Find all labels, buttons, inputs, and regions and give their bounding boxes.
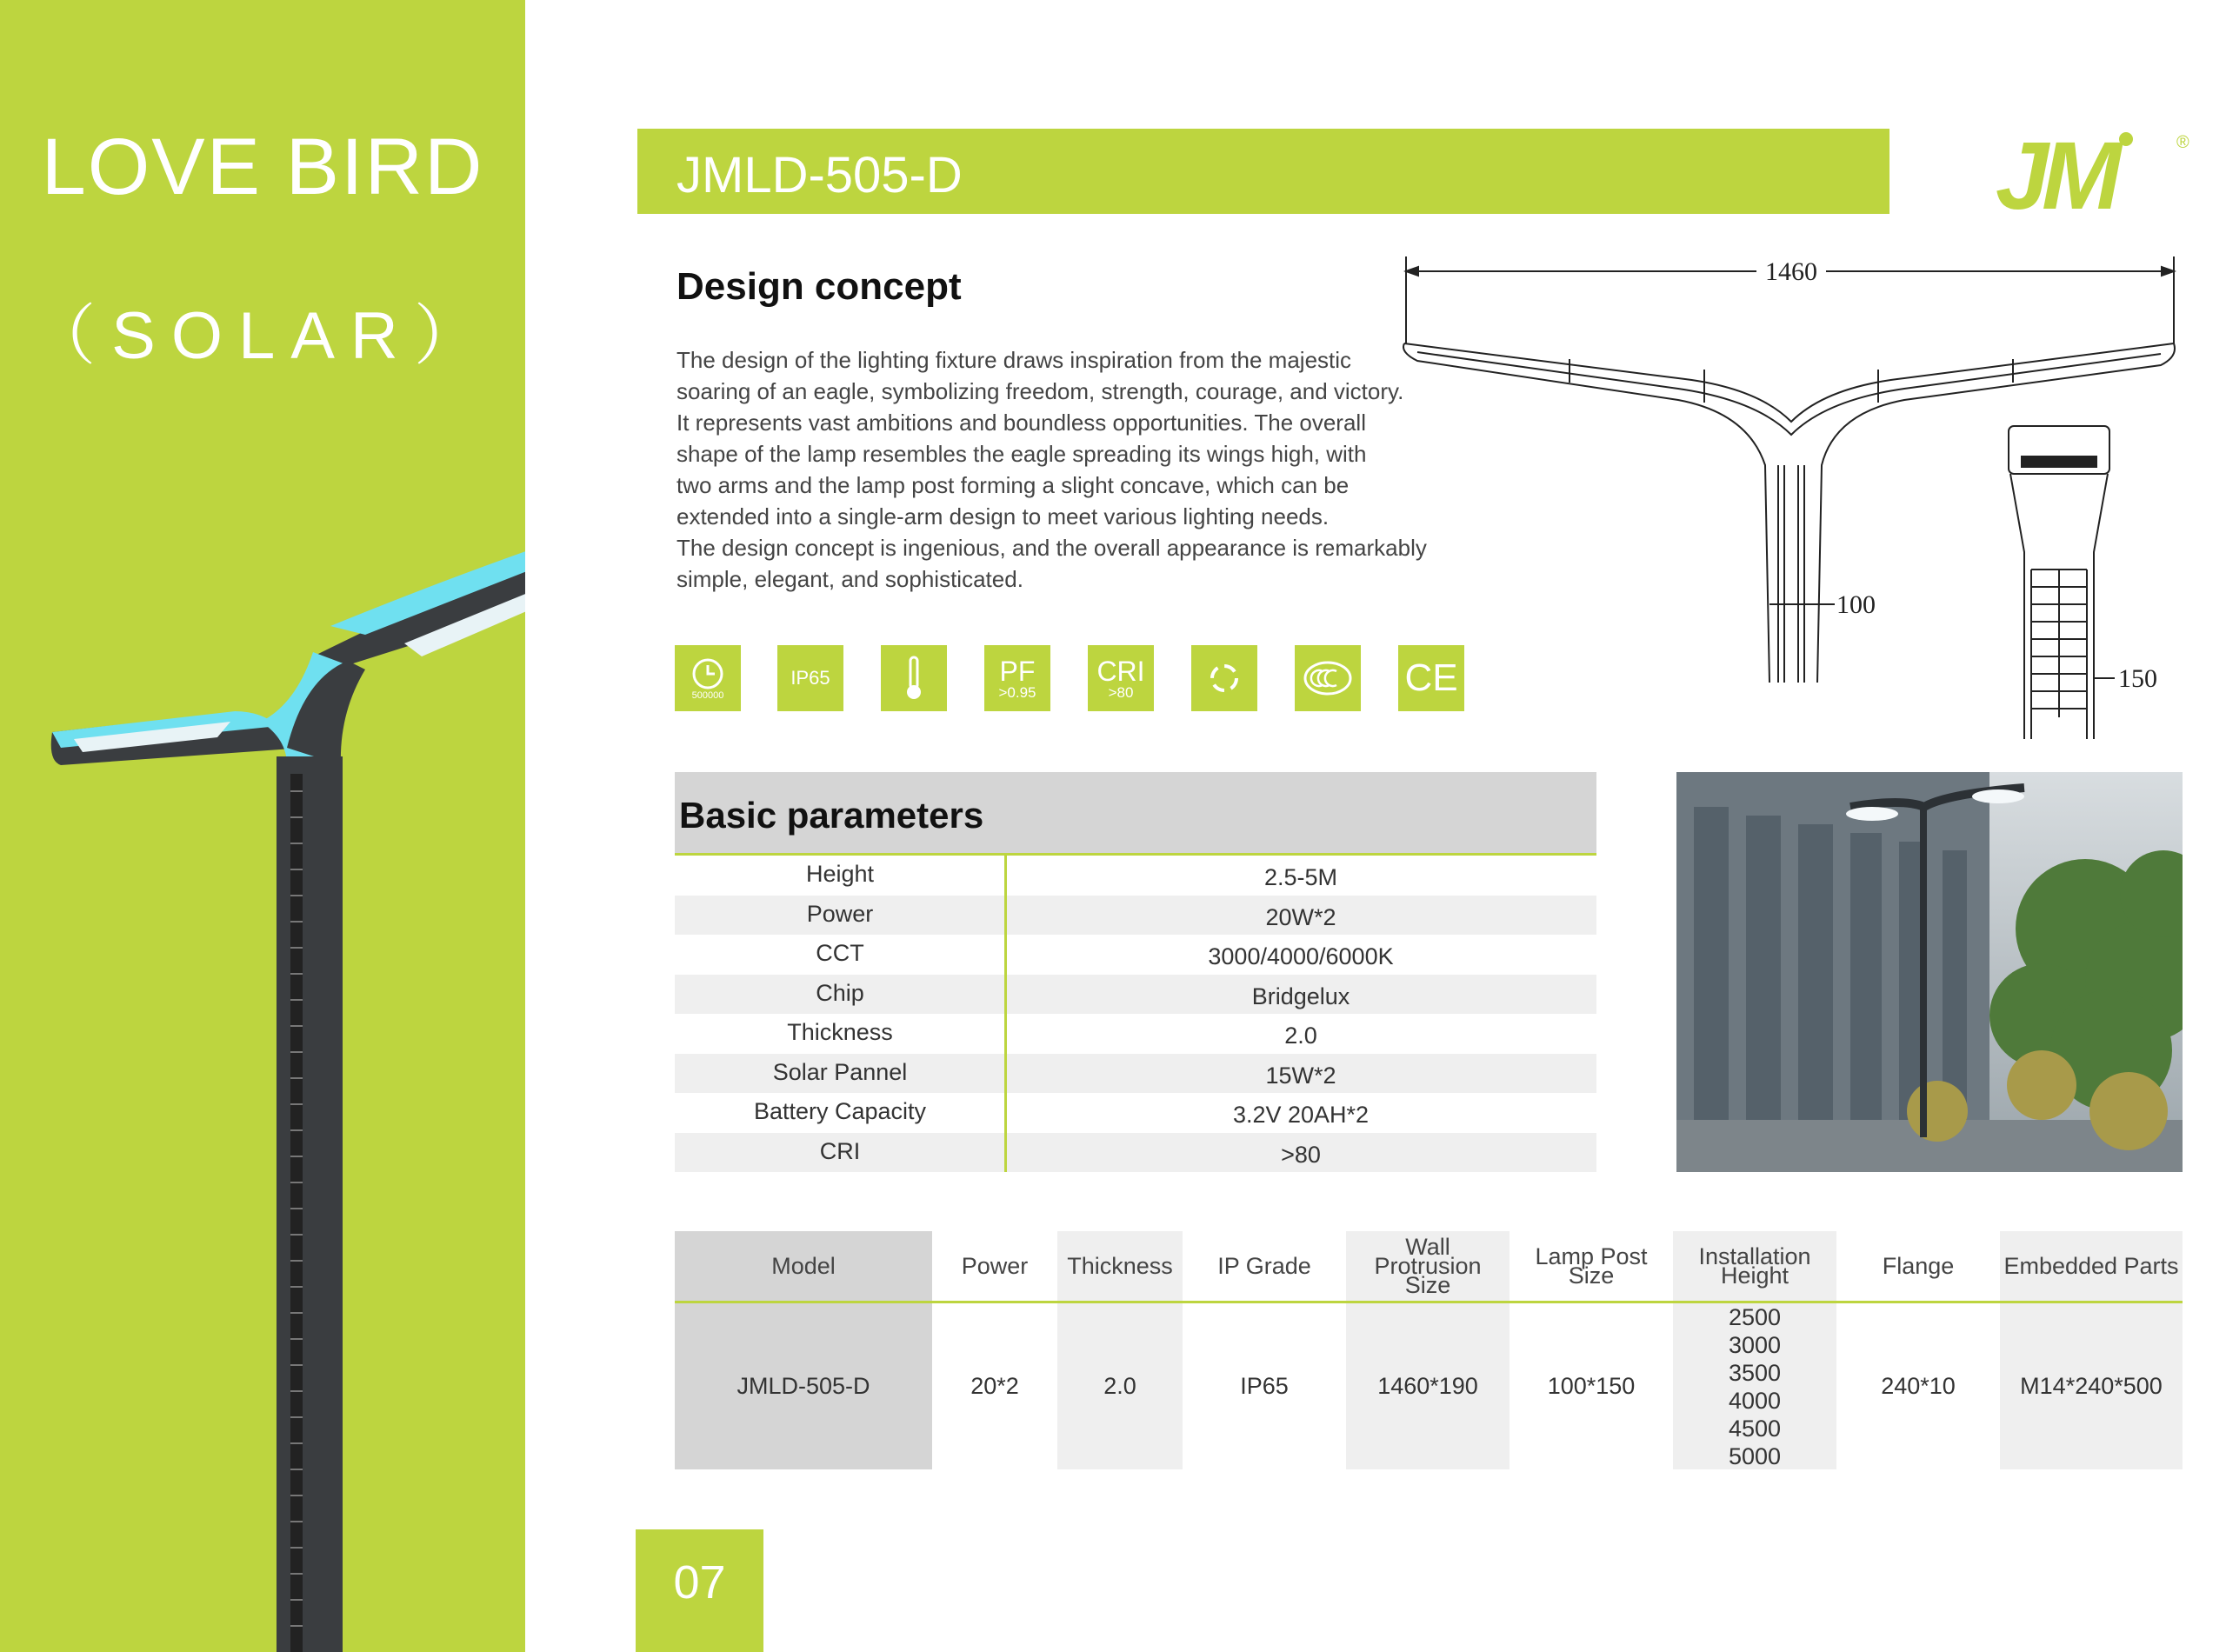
list-item: 4000: [1728, 1387, 1782, 1414]
spec-value: 2.0: [1103, 1373, 1136, 1399]
ip65-label: IP65: [790, 667, 830, 689]
product-title: LOVE BIRD: [41, 123, 484, 211]
param-value: 2.5-5M: [1263, 864, 1338, 890]
table-row: [675, 935, 1596, 975]
cri-label: CRI: [1096, 655, 1145, 687]
table-row: [675, 1014, 1596, 1054]
spec-value: M14*240*500: [2020, 1373, 2163, 1399]
table-row: [675, 896, 1596, 936]
param-key: CCT: [816, 940, 864, 966]
design-concept-text: [676, 344, 1476, 595]
page-number-box: [636, 1529, 763, 1652]
basic-parameters-heading: Basic parameters: [679, 795, 984, 836]
list-item: 2500: [1728, 1303, 1782, 1330]
table-row: [675, 975, 1596, 1015]
cri-value: >80: [1108, 683, 1134, 701]
spec-column-power: [932, 1231, 1057, 1469]
table-row: [675, 1133, 1596, 1173]
table-divider: [1004, 856, 1007, 1172]
spec-column-wall-protrusion: [1346, 1231, 1510, 1469]
spec-header: Model: [771, 1253, 836, 1279]
page-number: 07: [673, 1556, 726, 1609]
pf-icon: [984, 645, 1050, 711]
design-concept-line: soaring of an eagle, symbolizing freedom, strength, courage, and victory.: [676, 378, 1404, 404]
spec-value: 1460*190: [1377, 1373, 1478, 1399]
clock-icon: [675, 645, 741, 711]
param-value: 2.0: [1284, 1023, 1317, 1049]
spec-header: Wall Protrusion Size: [1374, 1234, 1482, 1298]
lamp-render-illustration: [0, 504, 525, 1652]
param-key: Battery Capacity: [753, 1098, 927, 1124]
spec-header: Flange: [1882, 1253, 1955, 1279]
ccc-icon: [1295, 645, 1361, 711]
cri-icon: [1088, 645, 1154, 711]
param-key: Solar Pannel: [772, 1058, 908, 1085]
table-row: [675, 856, 1596, 896]
installation-photo: [1676, 772, 2183, 1172]
spec-column-thickness: [1057, 1231, 1183, 1469]
design-concept-line: The design of the lighting fixture draws inspiration from the majestic: [676, 347, 1352, 373]
pf-label: PF: [999, 655, 1036, 687]
spec-header: Installation Height: [1698, 1243, 1811, 1289]
param-value: 15W*2: [1265, 1062, 1336, 1089]
spec-value: JMLD-505-D: [736, 1373, 870, 1399]
param-key: CRI: [819, 1137, 861, 1164]
spec-value: 20*2: [970, 1373, 1019, 1399]
lifetime-hours: 500000: [691, 689, 724, 701]
table-row: [675, 1054, 1596, 1094]
spec-value: 240*10: [1881, 1373, 1956, 1399]
basic-parameters-header: [675, 772, 1596, 856]
spec-header: Embedded Parts: [2003, 1253, 2179, 1279]
list-item: 3500: [1728, 1359, 1782, 1386]
technical-drawing: [1383, 248, 2200, 752]
table-row: [675, 1093, 1596, 1133]
spec-column-installation-height: [1673, 1231, 1836, 1469]
spec-column-embedded-parts: [2000, 1231, 2183, 1469]
design-concept-line: The design concept is ingenious, and the overall appearance is remarkably: [676, 535, 1427, 561]
design-concept-heading: Design concept: [676, 265, 962, 308]
spec-header: Lamp Post Size: [1535, 1243, 1648, 1289]
spec-column-flange: [1836, 1231, 2000, 1469]
sidebar: [0, 0, 525, 1652]
spec-column-ip-grade: [1183, 1231, 1346, 1469]
basic-parameters-table: [675, 856, 1596, 1172]
logo-wordmark: JM: [1996, 129, 2115, 216]
product-subtitle: （SOLAR）: [30, 299, 496, 373]
dimension-post: 100: [1836, 590, 1876, 619]
list-item: 3000: [1728, 1331, 1782, 1358]
dimension-side: 150: [2118, 664, 2157, 693]
design-concept-line: It represents vast ambitions and boundless opportunities. The overall: [676, 410, 1366, 436]
model-header-label: JMLD-505-D: [676, 147, 963, 203]
param-key: Chip: [816, 979, 864, 1006]
logo-registered-mark: ®: [2176, 133, 2189, 152]
param-value: Bridgelux: [1251, 983, 1350, 1009]
list-item: 4500: [1728, 1415, 1782, 1442]
installation-height-list: [1729, 1303, 1781, 1470]
param-value: >80: [1281, 1141, 1321, 1168]
design-concept-line: simple, elegant, and sophisticated.: [676, 566, 1023, 592]
design-concept-line: extended into a single-arm design to meet various lighting needs.: [676, 503, 1330, 530]
spec-value: IP65: [1240, 1373, 1289, 1399]
param-value: 20W*2: [1265, 903, 1336, 930]
spec-header: Power: [961, 1253, 1029, 1279]
spec-column-lamp-post: [1510, 1231, 1673, 1469]
design-concept-line: two arms and the lamp post forming a slight concave, which can be: [676, 472, 1350, 498]
ip65-icon: [777, 645, 843, 711]
recycle-icon: [1191, 645, 1257, 711]
param-key: Thickness: [787, 1019, 893, 1045]
param-value: 3.2V 20AH*2: [1232, 1102, 1370, 1128]
specification-table: [675, 1231, 2183, 1469]
dimension-width: 1460: [1765, 257, 1817, 286]
spec-value: 100*150: [1547, 1373, 1636, 1399]
ce-label: CE: [1404, 656, 1458, 699]
param-value: 3000/4000/6000K: [1208, 943, 1394, 969]
param-key: Power: [806, 900, 874, 927]
thermometer-icon: [881, 645, 947, 711]
spec-header: IP Grade: [1217, 1253, 1311, 1279]
brand-logo: [1987, 129, 2196, 216]
design-concept-line: shape of the lamp resembles the eagle spreading its wings high, with: [676, 441, 1367, 467]
spec-header-divider: [675, 1301, 2183, 1303]
spec-value: [1673, 1303, 1836, 1469]
pf-value: >0.95: [998, 683, 1036, 701]
list-item: 5000: [1728, 1442, 1782, 1469]
spec-header: Thickness: [1067, 1253, 1173, 1279]
model-header-bar: [637, 129, 1889, 214]
param-key: Height: [805, 861, 875, 887]
spec-column-model: [675, 1231, 932, 1469]
